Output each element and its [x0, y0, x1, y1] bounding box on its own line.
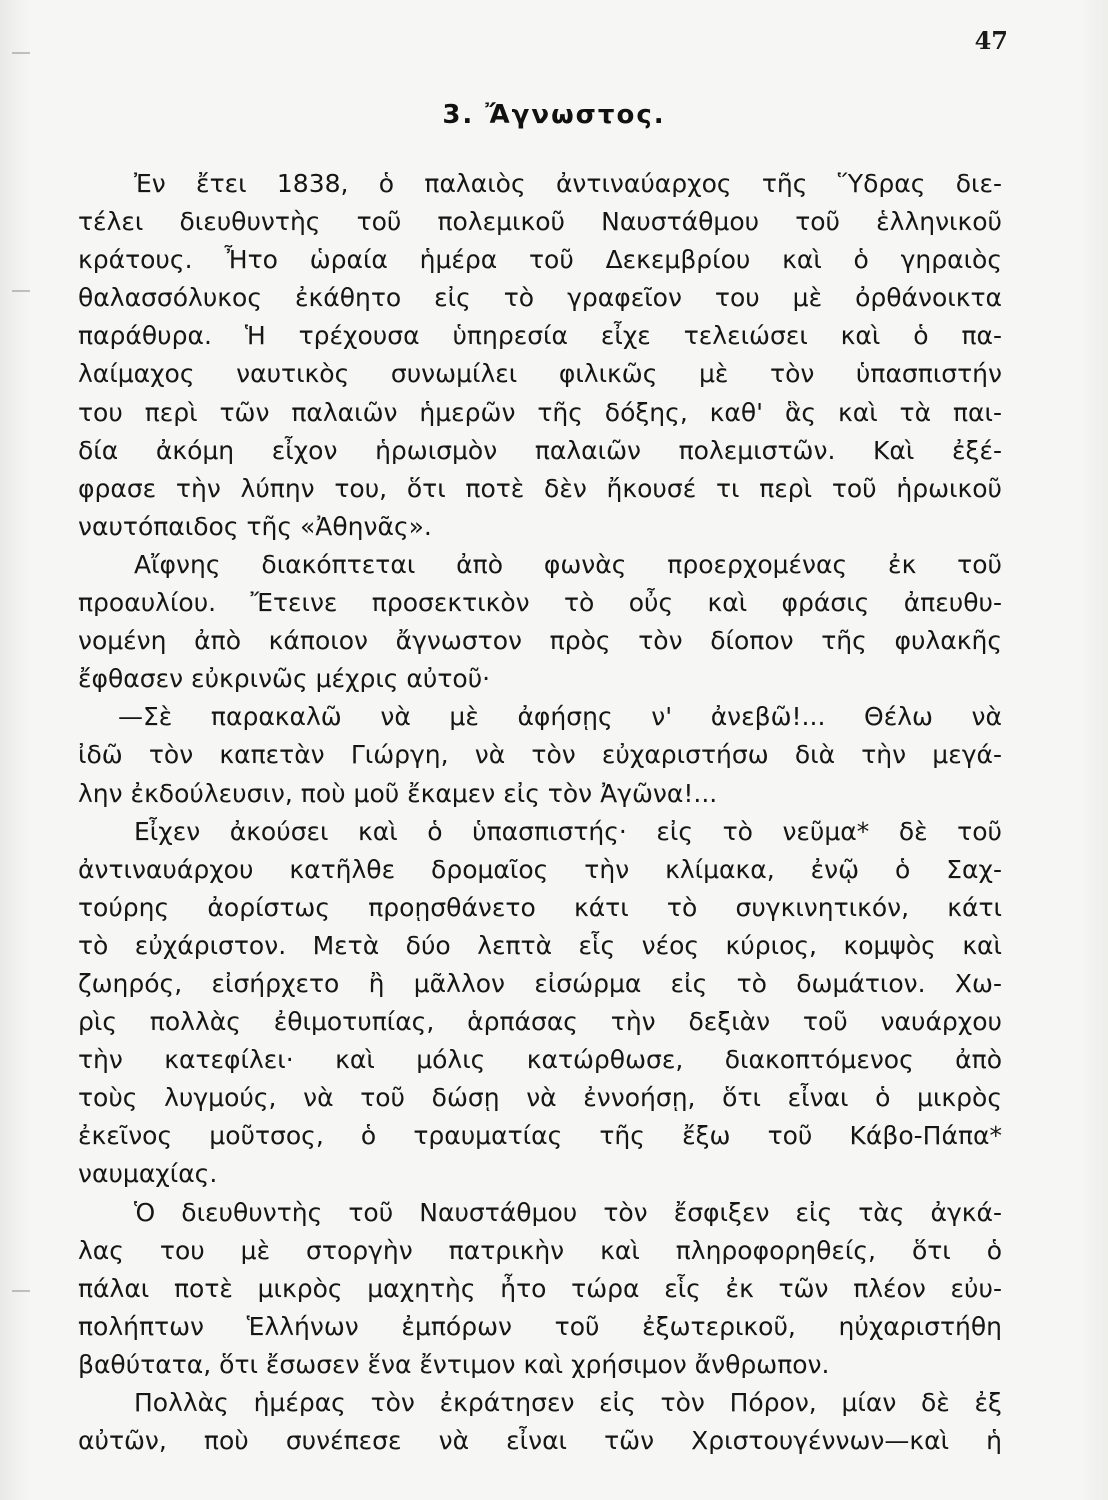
text-line: ἔφθασεν εὐκρινῶς μέχρις αὐτοῦ·	[78, 664, 491, 694]
dialogue-line: —Σὲ παρακαλῶ νὰ μὲ ἀφήσῃς ν' ἀνεβῶ!... Θέλω νὰ	[118, 702, 1002, 732]
text-line: νομένη ἀπὸ κάποιον ἄγνωστον πρὸς τὸν δίοπον τῆς φυλακῆς	[78, 626, 1002, 656]
text-line: κράτους. Ἦτο ὡραία ἡμέρα τοῦ Δεκεμβρίου καὶ ὁ γηραιὸς	[78, 245, 1002, 275]
text-line: του περὶ τῶν παλαιῶν ἡμερῶν τῆς δόξης, καθ' ἃς καὶ τὰ παι-	[78, 397, 1002, 427]
text-line: παράθυρα. Ἡ τρέχουσα ὑπηρεσία εἶχε τελειώσει καὶ ὁ πα-	[78, 321, 1002, 351]
text-line: ἰδῶ τὸν καπετὰν Γιώργη, νὰ τὸν εὐχαριστήσω διὰ τὴν μεγά-	[78, 740, 1002, 770]
body-text	[78, 165, 1002, 1460]
text-line: τὴν κατεφίλει· καὶ μόλις κατώρθωσε, διακοπτόμενος ἀπὸ	[78, 1045, 1002, 1075]
text-line: ναυμαχίας.	[78, 1159, 218, 1189]
text-line: ἐκεῖνος μοῦτσος, ὁ τραυματίας τῆς ἔξω τοῦ Κάβο-Πάπα*	[78, 1121, 1002, 1151]
text-line: ζωηρός, εἰσήρχετο ἢ μᾶλλον εἰσώρμα εἰς τὸ δωμάτιον. Χω-	[78, 968, 1002, 998]
text-line: βαθύτατα, ὅτι ἔσωσεν ἕνα ἔντιμον καὶ χρήσιμον ἄνθρωπον.	[78, 1349, 830, 1379]
margin-scratch	[12, 52, 30, 54]
text-line: προαυλίου. Ἔτεινε προσεκτικὸν τὸ οὖς καὶ φράσις ἀπευθυ-	[78, 588, 1002, 618]
text-line: τέλει διευθυντὴς τοῦ πολεμικοῦ Ναυστάθμου τοῦ ἑλληνικοῦ	[78, 207, 1002, 237]
margin-scratch	[12, 1290, 30, 1292]
text-line: Πολλὰς ἡμέρας τὸν ἐκράτησεν εἰς τὸν Πόρον, μίαν δὲ ἐξ	[134, 1388, 1002, 1417]
text-line: τὸ εὐχάριστον. Μετὰ δύο λεπτὰ εἷς νέος κύριος, κομψὸς καὶ	[78, 930, 1002, 960]
text-line: αὐτῶν, ποὺ συνέπεσε νὰ εἶναι τῶν Χριστουγέννων—καὶ ἡ	[78, 1426, 1002, 1456]
text-line: ρὶς πολλὰς ἐθιμοτυπίας, ἁρπάσας τὴν δεξιὰν τοῦ ναυάρχου	[78, 1007, 1002, 1037]
text-line: λην ἐκδούλευσιν, ποὺ μοῦ ἔκαμεν εἰς τὸν Ἀγῶνα!...	[78, 778, 718, 808]
text-line: πολήπτων Ἑλλήνων ἐμπόρων τοῦ ἐξωτερικοῦ, ηὐχαριστήθη	[78, 1311, 1002, 1341]
text-line: θαλασσόλυκος ἐκάθητο εἰς τὸ γραφεῖον του μὲ ὀρθάνοικτα	[78, 283, 1002, 313]
text-line: Ὁ διευθυντὴς τοῦ Ναυστάθμου τὸν ἔσφιξεν εἰς τὰς ἀγκά-	[134, 1197, 1002, 1227]
margin-scratch	[12, 290, 30, 292]
text-line: ἀντιναυάρχου κατῆλθε δρομαῖος τὴν κλίμακα, ἐνῷ ὁ Σαχ-	[78, 854, 1002, 884]
text-line: λαίμαχος ναυτικὸς συνωμίλει φιλικῶς μὲ τὸν ὑπασπιστήν	[78, 359, 1002, 389]
text-line: Εἶχεν ἀκούσει καὶ ὁ ὑπασπιστής· εἰς τὸ νεῦμα* δὲ τοῦ	[134, 816, 1002, 846]
text-line: Ἐν ἔτει 1838, ὁ παλαιὸς ἀντιναύαρχος τῆς Ὕδρας διε-	[134, 169, 1002, 198]
page-number: 47	[974, 26, 1008, 55]
text-line: πάλαι ποτὲ μικρὸς μαχητὴς ἦτο τώρα εἷς ἐκ τῶν πλέον εὐυ-	[78, 1273, 1002, 1303]
text-line: τούρης ἀορίστως προῃσθάνετο κάτι τὸ συγκινητικόν, κάτι	[78, 892, 1002, 922]
text-line: ναυτόπαιδος τῆς «Ἀθηνᾶς».	[78, 511, 432, 541]
text-line: τοὺς λυγμούς, νὰ τοῦ δώσῃ νὰ ἐννοήσῃ, ὅτι εἶναι ὁ μικρὸς	[78, 1083, 1002, 1113]
text-line: λας του μὲ στοργὴν πατρικὴν καὶ πληροφορηθείς, ὅτι ὁ	[78, 1235, 1002, 1265]
text-line: δία ἀκόμη εἶχον ἡρωισμὸν παλαιῶν πολεμιστῶν. Καὶ ἐξέ-	[78, 435, 1002, 465]
text-line: φρασε τὴν λύπην του, ὅτι ποτὲ δὲν ἤκουσέ τι περὶ τοῦ ἡρωικοῦ	[78, 473, 1002, 503]
text-line: Αἴφνης διακόπτεται ἀπὸ φωνὰς προερχομένας ἐκ τοῦ	[134, 549, 1002, 579]
chapter-title: 3. Ἄγνωστος.	[442, 100, 666, 130]
